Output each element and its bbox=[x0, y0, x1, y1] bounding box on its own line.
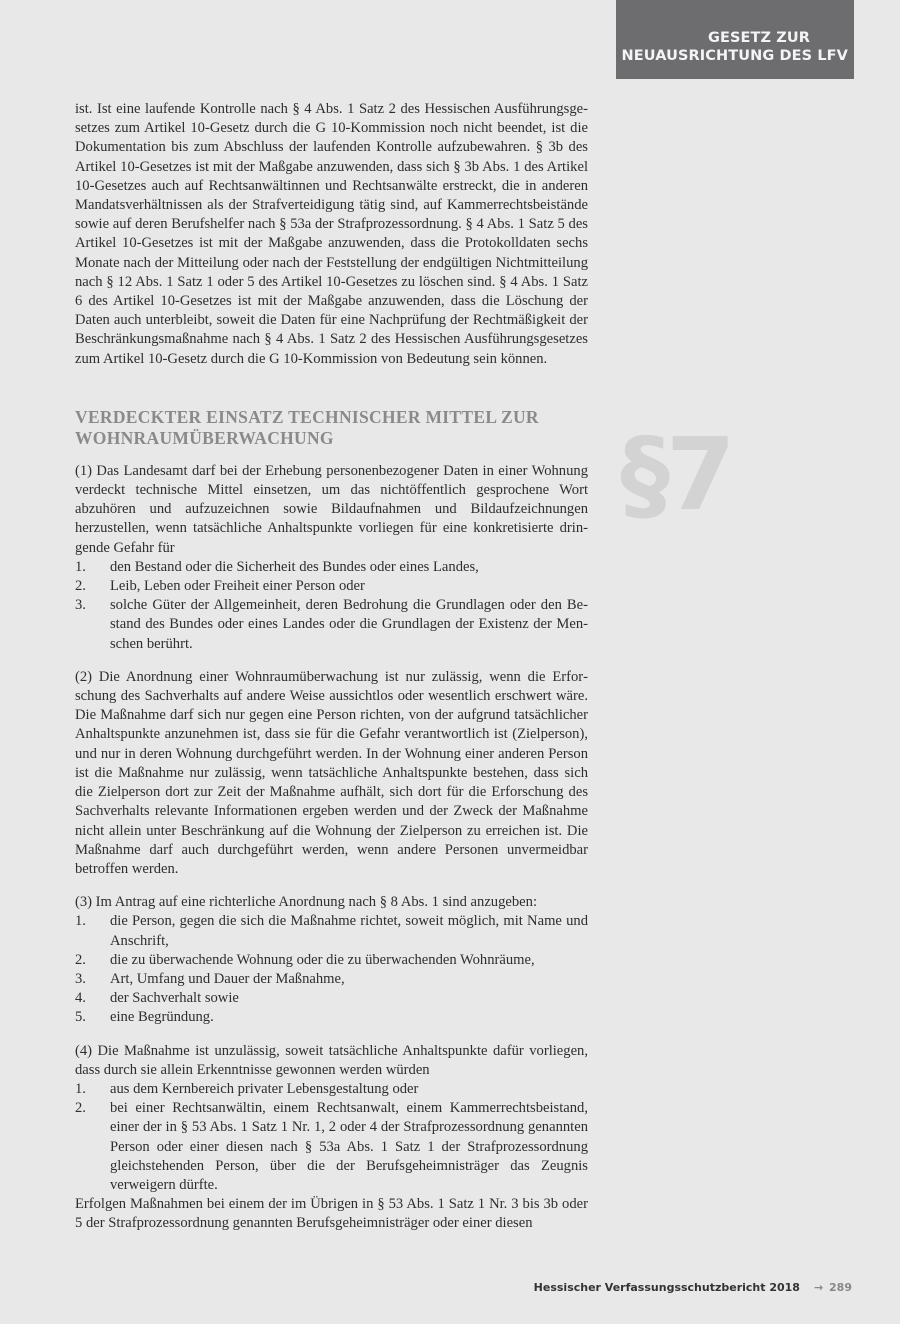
chapter-header-line1: GESETZ ZUR bbox=[707, 30, 810, 46]
list-number: 2. bbox=[75, 578, 86, 595]
list-number: 1. bbox=[75, 913, 86, 930]
list-item bbox=[75, 989, 588, 1008]
page-footer bbox=[0, 1281, 852, 1294]
publication-title: Hessischer Verfassungsschutzbericht 2018 bbox=[533, 1281, 800, 1294]
list-number: 3. bbox=[75, 970, 86, 987]
list-text: solche Güter der Allgemeinheit, deren Bedrohung die Grundlagen oder den Bestand des Bundes oder eines Landes oder die Grundlagen der Existenz der Menschen berührt. bbox=[110, 597, 588, 652]
list-item bbox=[75, 596, 588, 654]
list-item bbox=[75, 951, 588, 970]
list-text: die Person, gegen die sich die Maßnahme richtet, soweit möglich, mit Name und Anschrift, bbox=[110, 913, 588, 949]
section-number-mark: §7 bbox=[620, 416, 732, 533]
chapter-header-line2: NEUAUSRICHTUNG DES LFV bbox=[621, 48, 848, 64]
list-item bbox=[75, 912, 588, 950]
list-number: 2. bbox=[75, 951, 86, 968]
paragraph-1: (1) Das Landesamt darf bei der Erhebung personenbezogener Daten in einer Wohnung verdeckt technische Mittel einsetzen, um das nichtöffentlich gesprochene Wort abzuhören und aufzuzeichnen sowie Bildaufnahmen und Bildaufzeichnungen herzustellen, wenn tatsächliche Anhaltspunkte vorliegen für eine konkretisierte dringende Gefahr für bbox=[75, 462, 588, 556]
list-item bbox=[75, 1080, 588, 1099]
spacer bbox=[75, 654, 588, 668]
spacer bbox=[75, 1028, 588, 1042]
list-text: der Sachverhalt sowie bbox=[110, 990, 239, 1007]
list-number: 3. bbox=[75, 597, 86, 614]
list-text: Art, Umfang und Dauer der Maßnahme, bbox=[110, 970, 345, 987]
paragraph-2: (2) Die Anordnung einer Wohnraumüberwachung ist nur zulässig, wenn die Erforschung des Sachverhalts auf andere Weise aussichtlos oder wesentlich erschwert wäre. Die Maßnahme darf sich nur gegen eine Person richten, von der aufgrund tatsächlicher Anhaltspunkte anzunehmen ist, dass sie für die Gefahr verantwortlich ist (Zielperson), und nur in deren Wohnung durchgeführt werden. In der Wohnung einer anderen Person ist die Maßnahme nur zulässig, wenn tatsächliche Anhaltspunkte bestehen, dass sich die Zielperson dort zur Zeit der Maßnahme aufhält, sich dort für die Erforschung des Sachverhalts relevante Informationen ergeben werden und der Zweck der Maßnahme nicht allein unter Beschränkung auf die Wohnung der Zielperson zu erreichen ist. Die Maßnahme darf auch durchgeführt werden, wenn andere Personen unvermeidbar betroffen werden. bbox=[75, 668, 588, 877]
list-number: 1. bbox=[75, 1080, 86, 1097]
arrow-right-icon: → bbox=[813, 1281, 824, 1294]
document-body bbox=[75, 100, 588, 1234]
list-number: 1. bbox=[75, 558, 86, 575]
list-item bbox=[75, 1099, 588, 1195]
list-item bbox=[75, 577, 588, 596]
paragraph-4-continuation: Erfolgen Maßnahmen bei einem der im Übrigen in § 53 Abs. 1 Satz 1 Nr. 3 bis 3b oder 5 der Strafprozessordnung genannten Berufsgeheimnisträger oder einer diesen bbox=[75, 1196, 588, 1232]
section-title: VERDECKTER EINSATZ TECHNISCHER MITTEL ZUR WOHNRAUMÜBERWACHUNG bbox=[75, 406, 539, 449]
list-text: eine Begründung. bbox=[110, 1009, 214, 1026]
paragraph-4-list bbox=[75, 1080, 588, 1195]
paragraph-1-list bbox=[75, 558, 588, 654]
paragraph-3-list bbox=[75, 912, 588, 1027]
list-item bbox=[75, 558, 588, 577]
list-item bbox=[75, 970, 588, 989]
chapter-header bbox=[616, 0, 854, 79]
page-number: 289 bbox=[829, 1281, 852, 1294]
list-item bbox=[75, 1008, 588, 1027]
intro-paragraph: ist. Ist eine laufende Kontrolle nach § 4 Abs. 1 Satz 2 des Hessischen Ausführungsgesetzes zum Artikel 10-Gesetz durch die G 10-Kommission noch nicht beendet, ist die Dokumentation bis zum Abschluss der laufenden Kontrolle aufzubewahren. § 3b des Artikel 10-Gesetzes ist mit der Maßgabe anzuwenden, dass sich § 3b Abs. 1 des Artikel 10-Gesetzes auch auf Rechtsanwältinnen und Rechtsanwälte erstreckt, die in anderen Mandatsverhältnissen als der Strafverteidigung tätig sind, auf Kammerrechtsbeistände sowie auf deren Berufshelfer nach § 53a der Strafprozessordnung. § 4 Abs. 1 Satz 5 des Artikel 10-Gesetzes ist mit der Maßgabe anzuwenden, dass die Protokolldaten sechs Monate nach der Mitteilung oder nach der Feststellung der endgültigen Nichtmitteilung nach § 12 Abs. 1 Satz 1 oder 5 des Artikel 10-Gesetzes zu löschen sind. § 4 Abs. 1 Satz 6 des Artikel 10-Gesetzes ist mit der Maßgabe anzuwenden, dass die Löschung der Daten auch unterbleibt, soweit die Daten für eine Nachprüfung der Rechtmäßigkeit der Beschränkungsmaßnahme nach § 4 Abs. 1 Satz 2 des Hessischen Ausführungsgesetzes zum Artikel 10-Gesetz durch die G 10-Kommission von Bedeutung sein können. bbox=[75, 101, 588, 367]
list-text: die zu überwachende Wohnung oder die zu überwachenden Wohnräume, bbox=[110, 951, 535, 968]
list-text: aus dem Kernbereich privater Lebensgestaltung oder bbox=[110, 1080, 419, 1097]
list-text: bei einer Rechtsanwältin, einem Rechtsanwalt, einem Kammerrechtsbeistand, einer der in § 53 Abs. 1 Satz 1 Nr. 1, 2 oder 4 der Strafprozessordnung genannten Person oder einer diesen nach § 53a Abs. 1 Satz 1 der Strafprozessordnung gleichstehenden Person, über die der Berufsgeheimnisträger das Zeugnis verweigern dürfte. bbox=[110, 1100, 588, 1193]
list-text: den Bestand oder die Sicherheit des Bundes oder eines Landes, bbox=[110, 558, 479, 575]
list-number: 5. bbox=[75, 1009, 86, 1026]
list-number: 4. bbox=[75, 990, 86, 1007]
paragraph-3: (3) Im Antrag auf eine richterliche Anordnung nach § 8 Abs. 1 sind anzugeben: bbox=[75, 894, 538, 911]
spacer bbox=[75, 879, 588, 893]
paragraph-4: (4) Die Maßnahme ist unzulässig, soweit tatsächliche Anhaltspunkte dafür vorliegen, dass durch sie allein Erkenntnisse gewonnen werden würden bbox=[75, 1042, 588, 1078]
list-text: Leib, Leben oder Freiheit einer Person oder bbox=[110, 578, 365, 595]
list-number: 2. bbox=[75, 1100, 86, 1117]
